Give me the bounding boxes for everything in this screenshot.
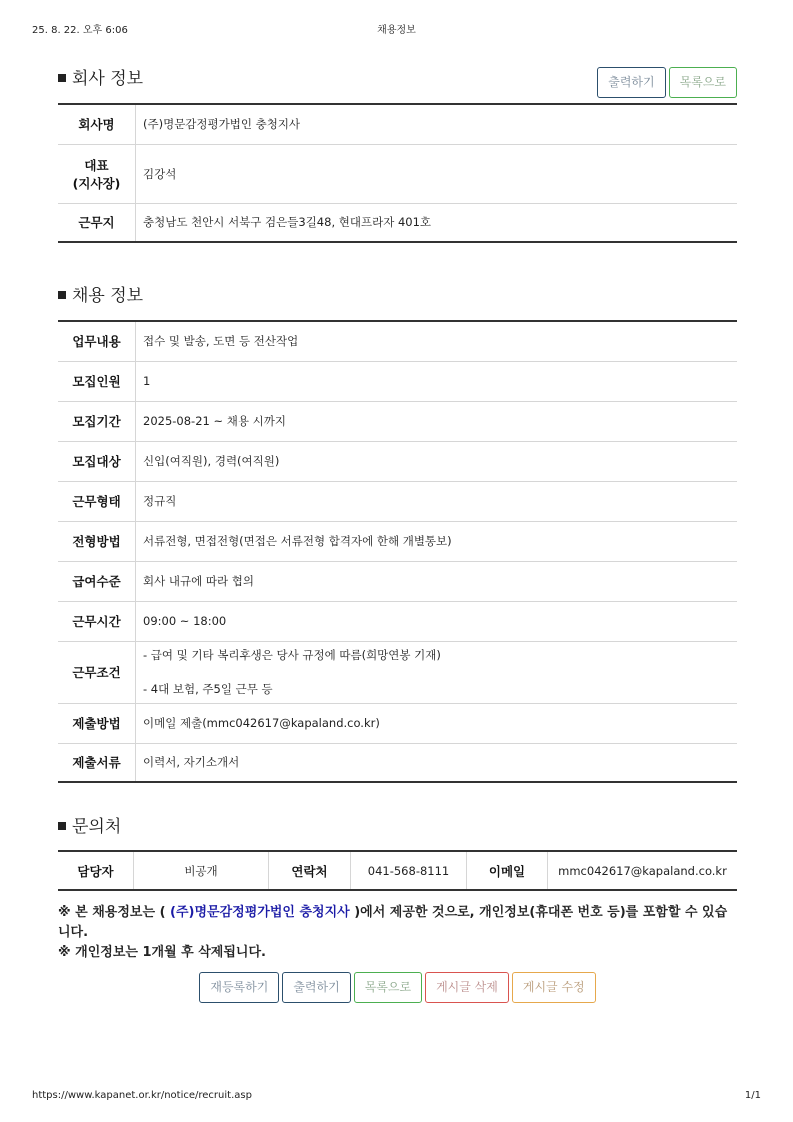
table-row — [58, 481, 737, 521]
phone-value: 041-568-8111 — [351, 851, 467, 890]
company-section-header — [58, 66, 737, 103]
notice-line: ※ 개인정보는 1개월 후 삭제됩니다. — [58, 945, 266, 960]
contact-section-header — [58, 817, 737, 850]
row-value-line: - 급여 및 기타 복리후생은 당사 규정에 따름(희망연봉 기재) — [143, 647, 441, 662]
list-button[interactable]: 목록으로 — [354, 972, 422, 1003]
square-bullet-icon — [58, 291, 66, 299]
row-label-line: 대표 — [84, 157, 109, 173]
list-button[interactable]: 목록으로 — [669, 67, 737, 98]
row-value: 이메일 제출(mmc042617@kapaland.co.kr) — [136, 703, 738, 743]
square-bullet-icon — [58, 74, 66, 82]
manager-label: 담당자 — [58, 851, 134, 890]
row-value: 정규직 — [136, 481, 738, 521]
privacy-notice — [58, 903, 737, 963]
row-value: 충청남도 천안시 서북구 검은들3길48, 현대프라자 401호 — [143, 215, 432, 230]
company-section-title: 회사 정보 — [58, 64, 143, 89]
print-header — [32, 21, 761, 35]
row-value: 이력서, 자기소개서 — [143, 755, 240, 770]
square-bullet-icon — [58, 822, 66, 830]
table-row — [58, 361, 737, 401]
table-row — [58, 401, 737, 441]
delete-post-button[interactable]: 게시글 삭제 — [425, 972, 509, 1003]
table-row — [58, 521, 737, 561]
row-label-line: (지사장) — [72, 175, 121, 191]
print-page-number: 1/1 — [744, 1090, 761, 1101]
row-value — [136, 641, 738, 703]
row-value-line: - 4대 보험, 주5일 근무 등 — [143, 681, 273, 696]
row-value: 09:00 ~ 18:00 — [136, 601, 738, 641]
print-footer — [32, 1090, 761, 1104]
row-label: 모집대상 — [58, 441, 136, 481]
phone-label: 연락처 — [269, 851, 351, 890]
email-label: 이메일 — [467, 851, 548, 890]
row-value: 1 — [136, 361, 738, 401]
table-row — [58, 203, 737, 242]
recruit-info-table — [58, 320, 737, 783]
manager-value: 비공개 — [134, 851, 269, 890]
edit-post-button[interactable]: 게시글 수정 — [512, 972, 596, 1003]
print-page-title: 채용정보 — [377, 25, 416, 36]
row-value: 서류전형, 면접전형(면접은 서류전형 합격자에 한해 개별통보) — [136, 521, 738, 561]
contact-table — [58, 850, 737, 891]
bottom-button-group — [58, 972, 737, 1003]
table-row — [58, 144, 737, 203]
row-label: 급여수준 — [58, 561, 136, 601]
row-label: 제출서류 — [58, 743, 136, 782]
table-row — [58, 641, 737, 703]
row-label: 근무형태 — [58, 481, 136, 521]
print-button[interactable]: 출력하기 — [597, 67, 665, 98]
row-label: 제출방법 — [58, 703, 136, 743]
row-label: 전형방법 — [58, 521, 136, 561]
row-label: 모집인원 — [58, 361, 136, 401]
table-row — [58, 743, 737, 782]
recruit-section-header — [58, 283, 737, 320]
reregister-button[interactable]: 재등록하기 — [199, 972, 279, 1003]
top-button-group — [597, 67, 737, 98]
row-value: (주)명문감정평가법인 충청지사 — [136, 104, 738, 144]
row-label: 회사명 — [58, 104, 136, 144]
row-value: 회사 내규에 따라 협의 — [136, 561, 738, 601]
table-row — [58, 441, 737, 481]
row-label: 근무지 — [58, 203, 136, 242]
row-value: 접수 및 발송, 도면 등 전산작업 — [136, 321, 738, 361]
email-value: mmc042617@kapaland.co.kr — [558, 863, 727, 878]
table-row — [58, 703, 737, 743]
row-label: 근무시간 — [58, 601, 136, 641]
row-value: 김강석 — [136, 144, 738, 203]
row-label: 근무조건 — [58, 641, 136, 703]
company-info-table — [58, 103, 737, 243]
table-row — [58, 601, 737, 641]
row-value: 신입(여직원), 경력(여직원) — [136, 441, 738, 481]
notice-company-name: (주)명문감정평가법인 충청지사 — [170, 905, 350, 920]
row-label: 업무내용 — [58, 321, 136, 361]
print-url: https://www.kapanet.or.kr/notice/recruit.asp — [32, 1090, 252, 1101]
contact-section-title: 문의처 — [58, 812, 121, 837]
row-label — [58, 144, 136, 203]
recruit-detail — [58, 66, 737, 1003]
row-label: 모집기간 — [58, 401, 136, 441]
table-row — [58, 321, 737, 361]
recruit-section-title: 채용 정보 — [58, 281, 143, 306]
row-value: 2025-08-21 ~ 채용 시까지 — [136, 401, 738, 441]
table-row — [58, 104, 737, 144]
table-row — [58, 851, 737, 890]
print-button[interactable]: 출력하기 — [282, 972, 350, 1003]
print-datetime: 25. 8. 22. 오후 6:06 — [32, 25, 128, 36]
table-row — [58, 561, 737, 601]
notice-line: ※ 본 채용정보는 ( (주)명문감정평가법인 충청지사 )에서 제공한 것으로, 개인정보(휴대폰 번호 등)를 포함할 수 있습니다. — [58, 905, 728, 940]
